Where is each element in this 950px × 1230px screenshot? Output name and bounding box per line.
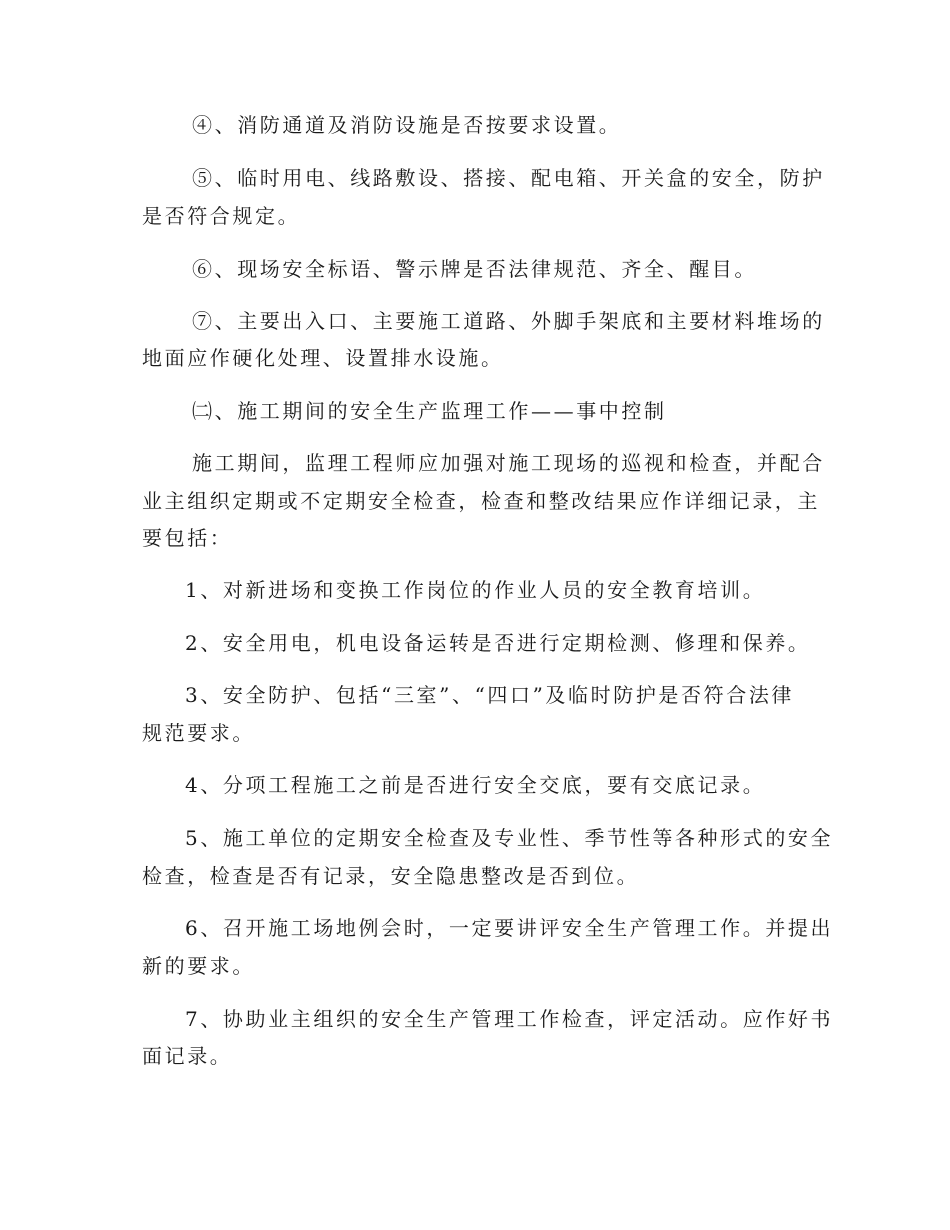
paragraph-line: 4、分项工程施工之前是否进行安全交底，要有交底记录。	[185, 773, 766, 797]
paragraph-line: ⑤、临时用电、线路敷设、搭接、配电箱、开关盒的安全，防护	[192, 166, 825, 190]
paragraph-line: 业主组织定期或不定期安全检查，检查和整改结果应作详细记录，主	[142, 489, 820, 513]
section-heading-line: ㈡、施工期间的安全生产监理工作——事中控制	[192, 399, 667, 423]
paragraph-line: ④、消防通道及消防设施是否按要求设置。	[192, 113, 622, 137]
paragraph-line: 2、安全用电，机电设备运转是否进行定期检测、修理和保养。	[185, 631, 811, 655]
paragraph-line: 7、协助业主组织的安全生产管理工作检查，评定活动。应作好书	[185, 1007, 834, 1031]
paragraph-line: 是否符合规定。	[142, 204, 301, 228]
paragraph-line: 3、安全防护、包括“三室”、“四口”及临时防护是否符合法律	[185, 683, 795, 707]
paragraph-line: 5、施工单位的定期安全检查及专业性、季节性等各种形式的安全	[185, 826, 834, 850]
paragraph-line: 规范要求。	[142, 721, 255, 745]
paragraph-line: 新的要求。	[142, 954, 255, 978]
paragraph-line: 1、对新进场和变换工作岗位的作业人员的安全教育培训。	[185, 578, 766, 602]
paragraph-line: 施工期间，监理工程师应加强对施工现场的巡视和检查，并配合	[192, 451, 825, 475]
paragraph-line: 地面应作硬化处理、设置排水设施。	[142, 346, 504, 370]
paragraph-line: ⑦、主要出入口、主要施工道路、外脚手架底和主要材料堆场的	[192, 309, 825, 333]
paragraph-line: 面记录。	[142, 1044, 233, 1068]
paragraph-line: 6、召开施工场地例会时，一定要讲评安全生产管理工作。并提出	[185, 916, 834, 940]
paragraph-line: 要包括：	[142, 526, 233, 550]
paragraph-line: ⑥、现场安全标语、警示牌是否法律规范、齐全、醒目。	[192, 257, 757, 281]
paragraph-line: 检查，检查是否有记录，安全隐患整改是否到位。	[142, 864, 640, 888]
